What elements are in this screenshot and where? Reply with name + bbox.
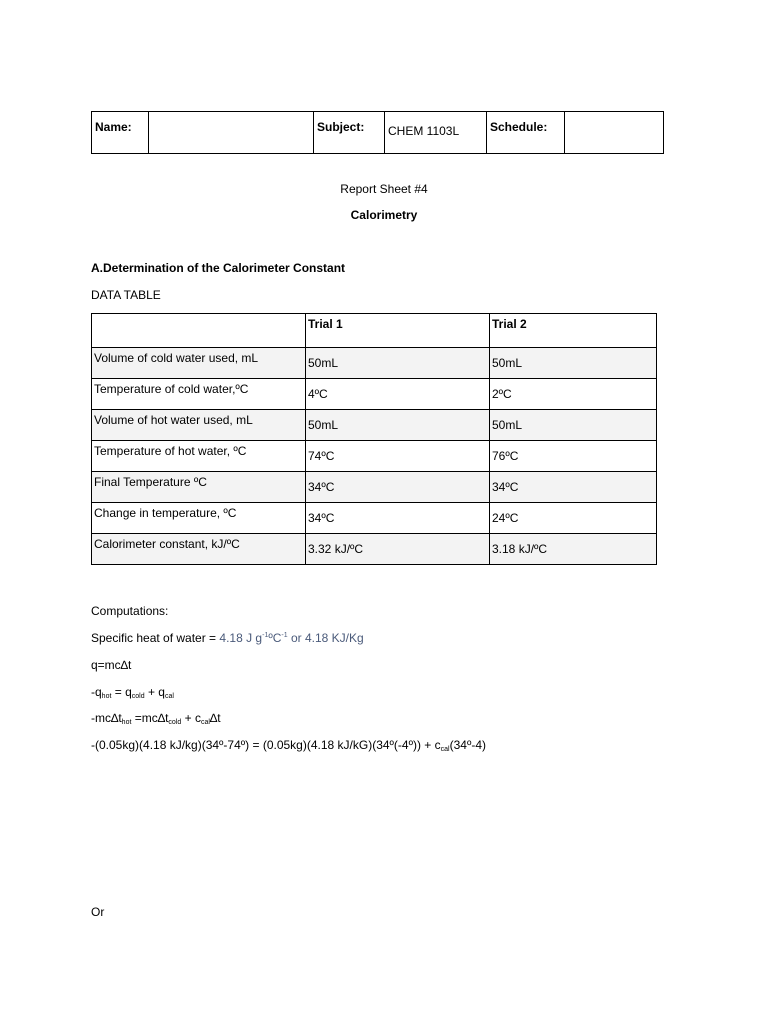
row-label: Calorimeter constant, kJ/ºC — [92, 534, 306, 565]
trial2-cell: 76ºC — [490, 441, 657, 472]
equation-text: -(0.05kg)(4.18 kJ/kg)(34º-74º) = (0.05kg)(4.18 kJ/kG)(34º(-4º)) + c — [91, 738, 441, 752]
equation-text: + q — [144, 685, 165, 699]
trial1-cell: 4ºC — [306, 379, 490, 410]
trial1-cell: 50mL — [306, 410, 490, 441]
data-table — [91, 313, 657, 565]
table-row — [92, 472, 657, 503]
equation-text: + c — [181, 711, 201, 725]
table-row — [92, 441, 657, 472]
table-row — [92, 379, 657, 410]
section-heading: A.Determination of the Calorimeter Constant — [91, 261, 346, 275]
equation-subscript: cold — [131, 693, 145, 700]
specific-heat-exponent: -1 — [262, 632, 269, 639]
equation-subscript: hot — [101, 693, 112, 700]
subject-field[interactable]: CHEM 1103L — [385, 112, 487, 154]
row-label: Temperature of hot water, ºC — [92, 441, 306, 472]
table-row — [92, 503, 657, 534]
equation-subscript: cal — [200, 719, 210, 726]
trial1-cell: 50mL — [306, 348, 490, 379]
equation-q: q=mc∆t — [91, 658, 132, 672]
equation-substituted — [91, 738, 486, 753]
trial2-cell: 24ºC — [490, 503, 657, 534]
equation-text: -q — [91, 685, 102, 699]
table-row — [92, 410, 657, 441]
specific-heat-or: or — [287, 631, 305, 645]
equation-text: = q — [111, 685, 132, 699]
specific-heat-value-b: 4.18 KJ/Kg — [304, 631, 364, 645]
row-label: Final Temperature ºC — [92, 472, 306, 503]
topic-title: Calorimetry — [350, 208, 418, 222]
computations-heading: Computations: — [91, 604, 169, 618]
table-caption: DATA TABLE — [91, 288, 161, 302]
trial1-cell: 3.32 kJ/ºC — [306, 534, 490, 565]
row-label: Change in temperature, ºC — [92, 503, 306, 534]
specific-heat-exponent: -1 — [281, 632, 288, 639]
equation-heat-balance — [91, 685, 174, 700]
trial2-cell: 34ºC — [490, 472, 657, 503]
trial2-cell: 2ºC — [490, 379, 657, 410]
equation-subscript: hot — [121, 719, 132, 726]
specific-heat-prefix: Specific heat of water = — [91, 631, 220, 645]
specific-heat-value-a: 4.18 J g — [219, 631, 263, 645]
table-header-row — [92, 314, 657, 348]
column-header: Trial 1 — [306, 314, 490, 348]
equation-text: ∆t — [209, 711, 221, 725]
table-row — [92, 348, 657, 379]
specific-heat-unit: ºC — [268, 631, 282, 645]
trial1-cell: 34ºC — [306, 503, 490, 534]
row-label: Volume of cold water used, mL — [92, 348, 306, 379]
trial2-cell: 3.18 kJ/ºC — [490, 534, 657, 565]
equation-text: =mc∆t — [131, 711, 169, 725]
equation-text: (34º-4) — [449, 738, 487, 752]
equation-text: -mc∆t — [91, 711, 122, 725]
name-field[interactable] — [149, 112, 314, 154]
trial2-cell: 50mL — [490, 348, 657, 379]
trial1-cell: 34ºC — [306, 472, 490, 503]
schedule-field[interactable] — [565, 112, 664, 154]
column-header — [92, 314, 306, 348]
row-label: Temperature of cold water,ºC — [92, 379, 306, 410]
row-label: Volume of hot water used, mL — [92, 410, 306, 441]
equation-subscript: cold — [168, 719, 182, 726]
equation-subscript: cal — [164, 693, 174, 700]
schedule-label: Schedule: — [487, 112, 565, 154]
specific-heat-line — [91, 631, 364, 645]
equation-expanded — [91, 711, 221, 726]
column-header: Trial 2 — [490, 314, 657, 348]
trial1-cell: 74ºC — [306, 441, 490, 472]
trial2-cell: 50mL — [490, 410, 657, 441]
table-row — [92, 534, 657, 565]
report-title: Report Sheet #4 — [340, 182, 428, 196]
name-label: Name: — [92, 112, 149, 154]
header-table — [91, 111, 664, 154]
equation-subscript: cal — [440, 746, 450, 753]
subject-label: Subject: — [314, 112, 385, 154]
or-text: Or — [91, 905, 105, 919]
